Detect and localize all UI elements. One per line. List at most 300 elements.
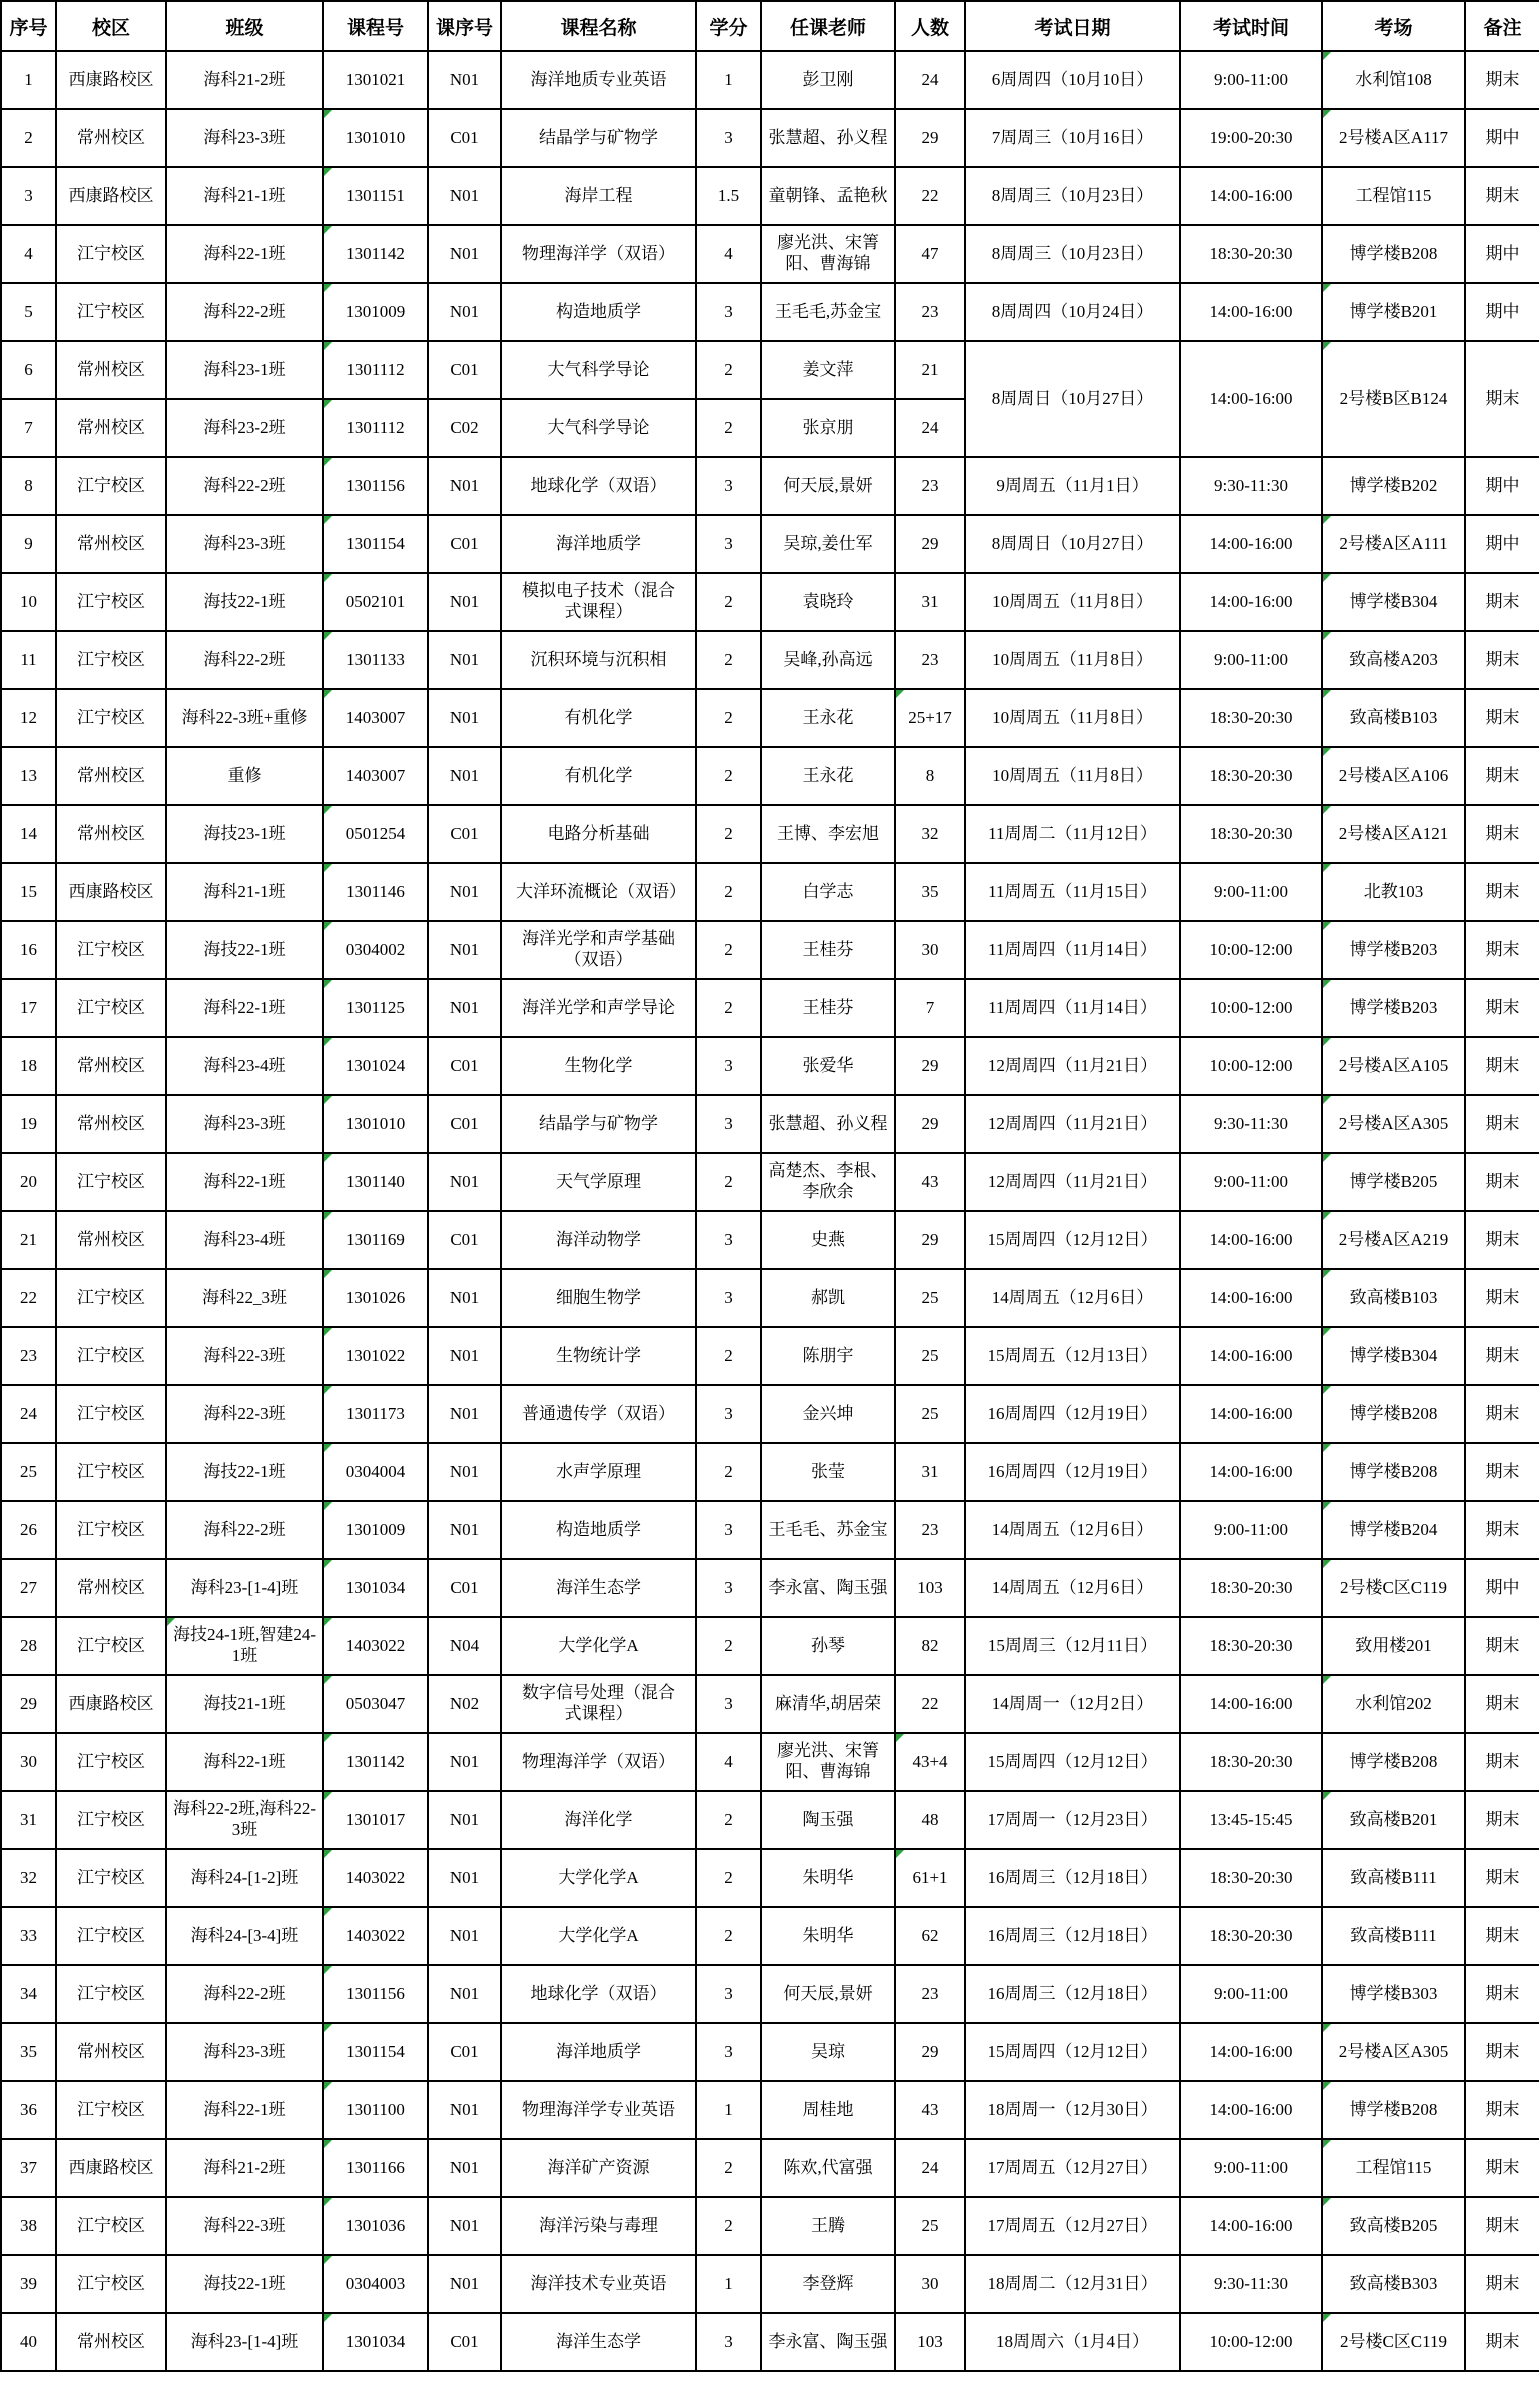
cell-class: 海技22-1班 [166,573,323,631]
cell-campus: 江宁校区 [56,1385,166,1443]
cell-exam-time: 10:00-12:00 [1180,1037,1322,1095]
cell-remark: 期中 [1465,457,1539,515]
cell-credits: 2 [696,1327,761,1385]
cell-student-count: 43 [895,2081,965,2139]
cell-row-number: 11 [1,631,56,689]
cell-row-number: 10 [1,573,56,631]
cell-course-seq: N01 [428,1965,501,2023]
cell-course-number: 1301009 [323,283,428,341]
cell-campus: 西康路校区 [56,51,166,109]
cell-course-seq: N04 [428,1617,501,1675]
cell-exam-room: 博学楼B202 [1322,457,1465,515]
cell-student-count: 23 [895,631,965,689]
cell-student-count: 23 [895,1965,965,2023]
cell-campus: 江宁校区 [56,1849,166,1907]
column-header-11: 考试时间 [1180,1,1322,51]
cell-class: 海科23-3班 [166,2023,323,2081]
table-row-6 [1,341,1539,399]
cell-exam-date: 12周周四（11月21日） [965,1153,1180,1211]
cell-teacher: 何天辰,景妍 [761,457,895,515]
cell-course-name: 海洋矿产资源 [501,2139,696,2197]
cell-course-seq: N01 [428,863,501,921]
cell-course-seq: N01 [428,1385,501,1443]
cell-course-number: 1301142 [323,225,428,283]
cell-course-number: 0304004 [323,1443,428,1501]
cell-exam-room: 北教103 [1322,863,1465,921]
cell-campus: 江宁校区 [56,283,166,341]
cell-exam-time: 14:00-16:00 [1180,167,1322,225]
cell-credits: 3 [696,515,761,573]
cell-course-number: 1301010 [323,1095,428,1153]
cell-teacher: 童朝锋、孟艳秋 [761,167,895,225]
cell-credits: 3 [696,2023,761,2081]
column-header-8: 任课老师 [761,1,895,51]
cell-exam-date: 10周周五（11月8日） [965,747,1180,805]
cell-teacher: 王腾 [761,2197,895,2255]
cell-remark: 期中 [1465,225,1539,283]
cell-exam-time: 9:30-11:30 [1180,2255,1322,2313]
table-row-33 [1,1907,1539,1965]
cell-exam-date: 14周周五（12月6日） [965,1501,1180,1559]
cell-campus: 江宁校区 [56,2197,166,2255]
cell-remark: 期末 [1465,631,1539,689]
cell-class: 海科22-1班 [166,2081,323,2139]
column-header-13: 备注 [1465,1,1539,51]
cell-course-seq: N01 [428,2139,501,2197]
cell-class: 海技22-1班 [166,921,323,979]
cell-remark: 期中 [1465,1559,1539,1617]
cell-campus: 江宁校区 [56,573,166,631]
cell-campus: 江宁校区 [56,1965,166,2023]
cell-course-seq: N01 [428,1327,501,1385]
cell-student-count: 29 [895,515,965,573]
cell-exam-time: 10:00-12:00 [1180,979,1322,1037]
cell-campus: 江宁校区 [56,1327,166,1385]
cell-row-number: 3 [1,167,56,225]
cell-row-number: 6 [1,341,56,399]
cell-remark: 期末 [1465,167,1539,225]
cell-campus: 常州校区 [56,515,166,573]
cell-exam-room: 致高楼B103 [1322,1269,1465,1327]
cell-course-seq: N01 [428,979,501,1037]
cell-student-count: 48 [895,1791,965,1849]
cell-course-number: 1301034 [323,1559,428,1617]
cell-row-number: 27 [1,1559,56,1617]
cell-course-number: 1301146 [323,863,428,921]
cell-exam-date: 10周周五（11月8日） [965,689,1180,747]
table-row-36 [1,2081,1539,2139]
cell-course-name: 物理海洋学（双语） [501,225,696,283]
cell-course-name: 普通遗传学（双语） [501,1385,696,1443]
cell-credits: 2 [696,1907,761,1965]
cell-teacher: 张京朋 [761,399,895,457]
cell-credits: 4 [696,225,761,283]
cell-exam-date: 11周周五（11月15日） [965,863,1180,921]
table-row-23 [1,1327,1539,1385]
cell-course-number: 1301024 [323,1037,428,1095]
column-header-1: 序号 [1,1,56,51]
table-header [1,1,1539,51]
cell-student-count: 25 [895,1327,965,1385]
cell-row-number: 18 [1,1037,56,1095]
cell-student-count: 24 [895,51,965,109]
cell-row-number: 22 [1,1269,56,1327]
cell-teacher: 陈朋宇 [761,1327,895,1385]
cell-course-number: 1301010 [323,109,428,167]
cell-class: 海技23-1班 [166,805,323,863]
cell-row-number: 14 [1,805,56,863]
cell-teacher: 王永花 [761,747,895,805]
cell-course-name: 海洋污染与毒理 [501,2197,696,2255]
cell-exam-time: 14:00-16:00 [1180,283,1322,341]
cell-credits: 3 [696,109,761,167]
cell-exam-room: 水利馆202 [1322,1675,1465,1733]
cell-teacher: 朱明华 [761,1849,895,1907]
cell-class: 海科23-1班 [166,341,323,399]
cell-course-name: 有机化学 [501,689,696,747]
cell-student-count: 24 [895,399,965,457]
cell-class: 海科23-[1-4]班 [166,1559,323,1617]
cell-exam-room: 2号楼C区C119 [1322,1559,1465,1617]
cell-course-seq: N01 [428,283,501,341]
cell-exam-date: 12周周四（11月21日） [965,1095,1180,1153]
cell-exam-room: 2号楼A区A106 [1322,747,1465,805]
table-row-9 [1,515,1539,573]
cell-exam-time: 10:00-12:00 [1180,921,1322,979]
cell-exam-time: 9:00-11:00 [1180,51,1322,109]
table-row-5 [1,283,1539,341]
cell-course-seq: N01 [428,51,501,109]
cell-course-name: 大学化学A [501,1907,696,1965]
cell-campus: 常州校区 [56,399,166,457]
cell-class: 海科22-2班 [166,1965,323,2023]
cell-remark: 期末 [1465,1095,1539,1153]
cell-class: 海科22-3班+重修 [166,689,323,747]
cell-teacher: 金兴坤 [761,1385,895,1443]
column-header-3: 班级 [166,1,323,51]
cell-credits: 2 [696,689,761,747]
cell-student-count: 25 [895,1385,965,1443]
cell-course-name: 结晶学与矿物学 [501,1095,696,1153]
table-row-10 [1,573,1539,631]
cell-course-seq: N01 [428,167,501,225]
cell-remark: 期末 [1465,2313,1539,2371]
cell-teacher: 吴琼 [761,2023,895,2081]
cell-class: 海技21-1班 [166,1675,323,1733]
cell-class: 海科21-2班 [166,2139,323,2197]
cell-row-number: 7 [1,399,56,457]
cell-campus: 西康路校区 [56,167,166,225]
cell-remark: 期末 [1465,1617,1539,1675]
table-row-16 [1,921,1539,979]
cell-student-count: 47 [895,225,965,283]
cell-teacher: 李登辉 [761,2255,895,2313]
table-row-14 [1,805,1539,863]
cell-course-number: 1301112 [323,341,428,399]
cell-class: 海科23-3班 [166,1095,323,1153]
cell-remark: 期末 [1465,979,1539,1037]
cell-exam-room: 博学楼B208 [1322,1443,1465,1501]
cell-class: 海技22-1班 [166,2255,323,2313]
cell-exam-time: 9:30-11:30 [1180,457,1322,515]
cell-teacher: 王博、李宏旭 [761,805,895,863]
cell-exam-date: 17周周一（12月23日） [965,1791,1180,1849]
cell-teacher: 史燕 [761,1211,895,1269]
cell-row-number: 21 [1,1211,56,1269]
cell-exam-date: 18周周二（12月31日） [965,2255,1180,2313]
cell-credits: 2 [696,979,761,1037]
cell-course-number: 1403022 [323,1617,428,1675]
cell-campus: 江宁校区 [56,979,166,1037]
cell-exam-date: 8周周日（10月27日） [965,341,1180,457]
cell-remark: 期末 [1465,747,1539,805]
cell-course-name: 海洋地质学 [501,515,696,573]
cell-course-name: 大气科学导论 [501,341,696,399]
cell-campus: 江宁校区 [56,689,166,747]
cell-credits: 4 [696,1733,761,1791]
cell-class: 海科24-[1-2]班 [166,1849,323,1907]
cell-campus: 江宁校区 [56,1269,166,1327]
cell-campus: 江宁校区 [56,1153,166,1211]
cell-remark: 期末 [1465,1791,1539,1849]
cell-course-name: 海洋化学 [501,1791,696,1849]
cell-course-number: 1301133 [323,631,428,689]
cell-course-seq: C01 [428,1095,501,1153]
cell-teacher: 彭卫刚 [761,51,895,109]
cell-exam-date: 16周周三（12月18日） [965,1965,1180,2023]
cell-remark: 期末 [1465,2255,1539,2313]
cell-course-name: 细胞生物学 [501,1269,696,1327]
cell-credits: 3 [696,1211,761,1269]
cell-student-count: 25 [895,1269,965,1327]
table-row-2 [1,109,1539,167]
cell-campus: 江宁校区 [56,1501,166,1559]
cell-class: 海科22-2班 [166,631,323,689]
cell-exam-room: 2号楼A区A121 [1322,805,1465,863]
cell-teacher: 王桂芬 [761,921,895,979]
cell-student-count: 23 [895,457,965,515]
cell-student-count: 29 [895,1211,965,1269]
column-header-9: 人数 [895,1,965,51]
cell-course-name: 构造地质学 [501,283,696,341]
cell-credits: 2 [696,2139,761,2197]
cell-credits: 1 [696,2255,761,2313]
cell-teacher: 陈欢,代富强 [761,2139,895,2197]
cell-course-name: 大洋环流概论（双语） [501,863,696,921]
cell-course-seq: N01 [428,1907,501,1965]
cell-student-count: 31 [895,573,965,631]
cell-exam-room: 博学楼B303 [1322,1965,1465,2023]
cell-row-number: 39 [1,2255,56,2313]
cell-teacher: 廖光洪、宋箐阳、曹海锦 [761,225,895,283]
cell-exam-room: 致高楼B111 [1322,1849,1465,1907]
cell-campus: 西康路校区 [56,863,166,921]
cell-student-count: 82 [895,1617,965,1675]
cell-exam-time: 14:00-16:00 [1180,1385,1322,1443]
cell-course-number: 1301034 [323,2313,428,2371]
cell-row-number: 30 [1,1733,56,1791]
cell-credits: 3 [696,1037,761,1095]
column-header-6: 课程名称 [501,1,696,51]
cell-exam-time: 9:00-11:00 [1180,863,1322,921]
cell-teacher: 吴琼,姜仕军 [761,515,895,573]
cell-course-name: 海洋生态学 [501,1559,696,1617]
cell-class: 海科24-[3-4]班 [166,1907,323,1965]
cell-exam-room: 博学楼B203 [1322,979,1465,1037]
table-row-40 [1,2313,1539,2371]
table-row-20 [1,1153,1539,1211]
cell-student-count: 8 [895,747,965,805]
cell-course-number: 1301142 [323,1733,428,1791]
cell-course-seq: N01 [428,1153,501,1211]
cell-exam-room: 2号楼A区A105 [1322,1037,1465,1095]
cell-exam-date: 9周周五（11月1日） [965,457,1180,515]
cell-exam-date: 11周周二（11月12日） [965,805,1180,863]
table-row-27 [1,1559,1539,1617]
cell-course-seq: N01 [428,1443,501,1501]
table-row-17 [1,979,1539,1037]
cell-class: 海科23-3班 [166,515,323,573]
cell-class: 海科22-3班 [166,1385,323,1443]
cell-row-number: 37 [1,2139,56,2197]
cell-exam-room: 博学楼B203 [1322,921,1465,979]
cell-exam-date: 11周周四（11月14日） [965,979,1180,1037]
cell-course-seq: N02 [428,1675,501,1733]
cell-exam-time: 18:30-20:30 [1180,1733,1322,1791]
cell-class: 海科21-1班 [166,863,323,921]
cell-exam-time: 9:00-11:00 [1180,1153,1322,1211]
cell-exam-room: 水利馆108 [1322,51,1465,109]
cell-row-number: 25 [1,1443,56,1501]
cell-class: 海科23-3班 [166,109,323,167]
cell-exam-time: 9:00-11:00 [1180,1965,1322,2023]
cell-row-number: 9 [1,515,56,573]
cell-course-number: 1301009 [323,1501,428,1559]
table-row-24 [1,1385,1539,1443]
cell-exam-room: 工程馆115 [1322,2139,1465,2197]
cell-course-name: 海洋动物学 [501,1211,696,1269]
cell-class: 海科22-1班 [166,225,323,283]
cell-row-number: 38 [1,2197,56,2255]
table-row-32 [1,1849,1539,1907]
cell-teacher: 姜文萍 [761,341,895,399]
cell-teacher: 麻清华,胡居荣 [761,1675,895,1733]
cell-course-seq: C01 [428,341,501,399]
cell-credits: 1 [696,2081,761,2139]
cell-student-count: 30 [895,2255,965,2313]
cell-course-name: 海洋地质专业英语 [501,51,696,109]
cell-exam-date: 8周周三（10月23日） [965,225,1180,283]
cell-course-seq: C01 [428,805,501,863]
cell-course-number: 1301112 [323,399,428,457]
cell-class: 重修 [166,747,323,805]
cell-campus: 常州校区 [56,1211,166,1269]
cell-exam-date: 17周周五（12月27日） [965,2197,1180,2255]
column-header-10: 考试日期 [965,1,1180,51]
cell-course-name: 海洋光学和声学基础（双语） [501,921,696,979]
cell-exam-room: 博学楼B208 [1322,1385,1465,1443]
column-header-2: 校区 [56,1,166,51]
cell-course-name: 结晶学与矿物学 [501,109,696,167]
cell-exam-room: 博学楼B208 [1322,225,1465,283]
cell-exam-time: 18:30-20:30 [1180,1559,1322,1617]
cell-course-seq: C01 [428,2023,501,2081]
cell-class: 海科22_3班 [166,1269,323,1327]
cell-course-seq: C01 [428,2313,501,2371]
cell-exam-room: 工程馆115 [1322,167,1465,225]
cell-course-seq: N01 [428,2197,501,2255]
table-row-29 [1,1675,1539,1733]
cell-course-name: 水声学原理 [501,1443,696,1501]
cell-campus: 常州校区 [56,2023,166,2081]
cell-campus: 江宁校区 [56,225,166,283]
cell-teacher: 王永花 [761,689,895,747]
cell-campus: 常州校区 [56,2313,166,2371]
table-row-31 [1,1791,1539,1849]
cell-credits: 2 [696,1849,761,1907]
cell-remark: 期末 [1465,863,1539,921]
cell-course-number: 1301100 [323,2081,428,2139]
cell-campus: 常州校区 [56,1095,166,1153]
cell-exam-room: 2号楼A区A111 [1322,515,1465,573]
cell-campus: 江宁校区 [56,1617,166,1675]
cell-row-number: 23 [1,1327,56,1385]
cell-exam-date: 6周周四（10月10日） [965,51,1180,109]
cell-course-number: 1403022 [323,1907,428,1965]
cell-course-name: 数字信号处理（混合式课程） [501,1675,696,1733]
cell-course-seq: N01 [428,689,501,747]
cell-credits: 3 [696,457,761,515]
cell-teacher: 陶玉强 [761,1791,895,1849]
table-row-38 [1,2197,1539,2255]
cell-remark: 期末 [1465,689,1539,747]
cell-teacher: 吴峰,孙高远 [761,631,895,689]
cell-class: 海技24-1班,智建24-1班 [166,1617,323,1675]
cell-campus: 江宁校区 [56,1791,166,1849]
cell-exam-date: 18周周六（1月4日） [965,2313,1180,2371]
cell-exam-time: 18:30-20:30 [1180,1617,1322,1675]
cell-course-seq: C01 [428,109,501,167]
cell-class: 海科23-[1-4]班 [166,2313,323,2371]
table-row-4 [1,225,1539,283]
cell-exam-date: 10周周五（11月8日） [965,631,1180,689]
cell-exam-time: 9:00-11:00 [1180,631,1322,689]
cell-course-name: 海洋技术专业英语 [501,2255,696,2313]
cell-course-seq: N01 [428,225,501,283]
cell-row-number: 12 [1,689,56,747]
cell-course-name: 海岸工程 [501,167,696,225]
cell-student-count: 62 [895,1907,965,1965]
cell-row-number: 8 [1,457,56,515]
cell-campus: 常州校区 [56,1037,166,1095]
table-row-35 [1,2023,1539,2081]
cell-course-name: 构造地质学 [501,1501,696,1559]
cell-credits: 2 [696,921,761,979]
cell-exam-room: 博学楼B201 [1322,283,1465,341]
cell-exam-date: 8周周三（10月23日） [965,167,1180,225]
cell-exam-room: 致高楼B201 [1322,1791,1465,1849]
table-row-25 [1,1443,1539,1501]
cell-remark: 期末 [1465,341,1539,457]
cell-course-seq: C01 [428,515,501,573]
cell-teacher: 孙琴 [761,1617,895,1675]
cell-course-seq: N01 [428,1269,501,1327]
cell-course-seq: N01 [428,457,501,515]
cell-exam-room: 博学楼B208 [1322,2081,1465,2139]
cell-exam-time: 14:00-16:00 [1180,515,1322,573]
cell-student-count: 7 [895,979,965,1037]
cell-course-number: 1301154 [323,515,428,573]
